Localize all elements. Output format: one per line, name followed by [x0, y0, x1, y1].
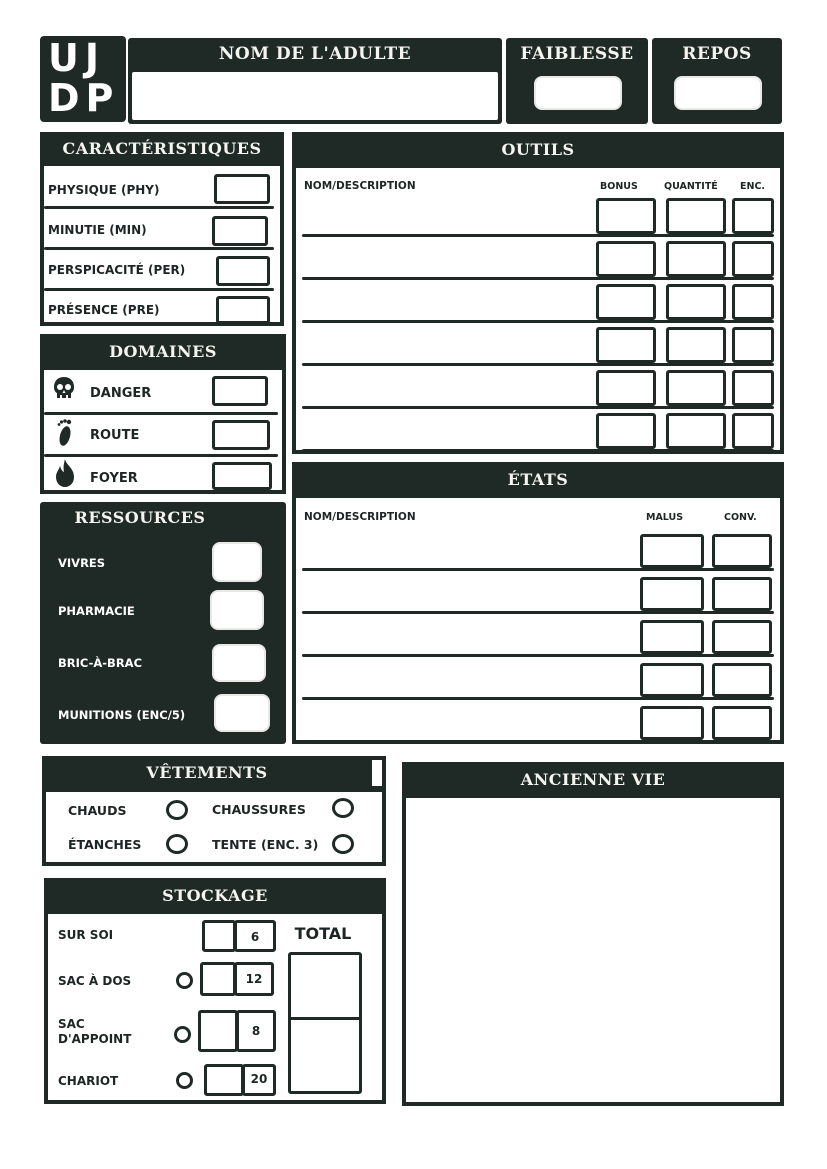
outils-enc-box[interactable]: [732, 327, 774, 363]
skull-icon: [52, 376, 76, 402]
outils-bonus-box[interactable]: [596, 327, 656, 363]
stat-box-phy[interactable]: [214, 174, 270, 204]
domaines-title: DOMAINES: [40, 334, 286, 370]
etats-malus-box[interactable]: [640, 706, 704, 740]
domaine-box-foyer[interactable]: [212, 462, 272, 490]
stockage-total-box[interactable]: [288, 952, 362, 1094]
outils-quantite-box[interactable]: [666, 413, 726, 449]
etats-malus-box[interactable]: [640, 663, 704, 697]
etats-conv-box[interactable]: [712, 663, 772, 697]
etats-row-line[interactable]: [302, 654, 774, 657]
stockage-title: STOCKAGE: [44, 878, 386, 914]
ressource-box-vivres[interactable]: [212, 542, 262, 582]
stockage-check-sac-appoint[interactable]: [174, 1026, 191, 1043]
etats-panel: [292, 462, 784, 744]
domaine-box-danger[interactable]: [212, 376, 268, 406]
outils-enc-box[interactable]: [732, 198, 774, 234]
etats-malus-box[interactable]: [640, 620, 704, 654]
outils-title: OUTILS: [292, 132, 784, 168]
domaine-divider: [44, 454, 278, 457]
ressource-box-bric-a-brac[interactable]: [212, 644, 266, 682]
stockage-check-sac-a-dos[interactable]: [176, 972, 193, 989]
nom-title: NOM DE L'ADULTE: [218, 44, 412, 64]
stat-box-per[interactable]: [216, 256, 270, 286]
logo-line-2: DP: [48, 76, 120, 120]
outils-col-enc: ENC.: [740, 181, 766, 192]
ressource-label-pharmacie: PHARMACIE: [58, 604, 135, 618]
stockage-label-sac-a-dos: SAC À DOS: [58, 974, 132, 988]
outils-row-line[interactable]: [302, 363, 774, 366]
repos-field[interactable]: [674, 76, 762, 110]
stat-label-pre: PRÉSENCE (PRE): [48, 303, 160, 317]
etats-conv-box[interactable]: [712, 577, 772, 611]
outils-bonus-box[interactable]: [596, 198, 656, 234]
domaine-label-danger: DANGER: [90, 386, 152, 401]
outils-enc-box[interactable]: [732, 370, 774, 406]
caracteristiques-title: CARACTÉRISTIQUES: [40, 132, 284, 166]
etats-col-desc: NOM/DESCRIPTION: [304, 511, 416, 523]
vetement-label-chauds: CHAUDS: [68, 803, 127, 818]
outils-enc-box[interactable]: [732, 413, 774, 449]
stockage-label-sac-appoint: SAC D'APPOINT: [58, 1017, 132, 1046]
stat-divider: [44, 288, 274, 291]
vetement-label-etanches: ÉTANCHES: [68, 837, 142, 852]
ressource-box-munitions[interactable]: [214, 694, 270, 732]
ressource-label-bric-a-brac: BRIC-À-BRAC: [58, 656, 143, 670]
vetement-check-tente[interactable]: [332, 834, 354, 854]
vetement-check-etanches[interactable]: [166, 834, 188, 854]
domaine-divider: [44, 412, 278, 415]
outils-row-line[interactable]: [302, 277, 774, 280]
stockage-total-divider: [290, 1017, 360, 1020]
vetement-label-chaussures: CHAUSSURES: [212, 802, 306, 817]
nom-field[interactable]: [132, 72, 498, 120]
outils-row-line[interactable]: [302, 320, 774, 323]
etats-col-malus: MALUS: [646, 512, 684, 523]
outils-bonus-box[interactable]: [596, 241, 656, 277]
outils-enc-box[interactable]: [732, 284, 774, 320]
stockage-check-chariot[interactable]: [176, 1072, 193, 1089]
stockage-label-chariot: CHARIOT: [58, 1074, 119, 1088]
stockage-box-sac-appoint[interactable]: [198, 1010, 238, 1052]
stockage-cap-sur-soi: 6: [250, 930, 260, 944]
ancienne-vie-field[interactable]: [408, 800, 778, 1100]
outils-row-line[interactable]: [302, 449, 774, 452]
stat-label-per: PERSPICACITÉ (PER): [48, 263, 186, 277]
stockage-box-sur-soi[interactable]: [202, 920, 236, 952]
outils-row-line[interactable]: [302, 406, 774, 409]
ressource-box-pharmacie[interactable]: [210, 590, 264, 630]
vetement-check-chaussures[interactable]: [332, 798, 354, 818]
faiblesse-field[interactable]: [534, 76, 622, 110]
vetement-label-tente: TENTE (ENC. 3): [212, 837, 319, 852]
etats-row-line[interactable]: [302, 740, 774, 743]
vetements-inner-bar: [42, 786, 386, 792]
repos-title: REPOS: [682, 44, 752, 64]
ressource-label-vivres: VIVRES: [58, 556, 106, 570]
domaine-label-foyer: FOYER: [90, 471, 138, 486]
stockage-box-chariot[interactable]: [204, 1064, 244, 1096]
outils-quantite-box[interactable]: [666, 241, 726, 277]
etats-title: ÉTATS: [292, 462, 784, 498]
stat-divider: [44, 247, 274, 250]
outils-col-quantite: QUANTITÉ: [664, 181, 718, 192]
outils-quantite-box[interactable]: [666, 284, 726, 320]
outils-quantite-box[interactable]: [666, 327, 726, 363]
flame-icon: [54, 458, 76, 488]
outils-bonus-box[interactable]: [596, 370, 656, 406]
domaine-label-route: ROUTE: [90, 428, 140, 443]
stat-label-min: MINUTIE (MIN): [48, 223, 147, 237]
outils-col-bonus: BONUS: [600, 181, 638, 192]
etats-col-conv: CONV.: [724, 512, 757, 523]
stockage-label-sur-soi: SUR SOI: [58, 928, 114, 942]
stockage-cap-sac-appoint: 8: [251, 1024, 261, 1038]
domaine-box-route[interactable]: [212, 420, 270, 450]
footprint-icon: [54, 418, 76, 448]
stat-box-min[interactable]: [212, 216, 268, 246]
logo-line-1: UJ: [48, 36, 105, 80]
etats-malus-box[interactable]: [640, 534, 704, 568]
etats-row-line[interactable]: [302, 697, 774, 700]
etats-conv-box[interactable]: [712, 706, 772, 740]
stat-divider: [44, 206, 274, 209]
outils-bonus-box[interactable]: [596, 413, 656, 449]
outils-quantite-box[interactable]: [666, 198, 726, 234]
etats-row-line[interactable]: [302, 611, 774, 614]
outils-enc-box[interactable]: [732, 241, 774, 277]
ressource-label-munitions: MUNITIONS (ENC/5): [58, 708, 186, 722]
outils-bonus-box[interactable]: [596, 284, 656, 320]
ressources-title: RESSOURCES: [74, 508, 206, 527]
faiblesse-title: FAIBLESSE: [520, 44, 634, 64]
vetement-check-chauds[interactable]: [166, 800, 188, 820]
stockage-box-sac-a-dos[interactable]: [200, 962, 236, 996]
ancienne-vie-title: ANCIENNE VIE: [402, 762, 784, 798]
outils-row-line[interactable]: [302, 234, 774, 237]
etats-row-line[interactable]: [302, 568, 774, 571]
outils-col-desc: NOM/DESCRIPTION: [304, 180, 416, 192]
vetements-title: VÊTEMENTS: [42, 756, 372, 790]
stockage-cap-sac-a-dos: 12: [245, 972, 263, 986]
stat-box-pre[interactable]: [216, 296, 270, 324]
outils-quantite-box[interactable]: [666, 370, 726, 406]
stockage-cap-chariot: 20: [250, 1072, 268, 1086]
etats-conv-box[interactable]: [712, 534, 772, 568]
stat-label-phy: PHYSIQUE (PHY): [48, 183, 160, 197]
etats-conv-box[interactable]: [712, 620, 772, 654]
etats-malus-box[interactable]: [640, 577, 704, 611]
stockage-total-label: TOTAL: [294, 924, 352, 943]
